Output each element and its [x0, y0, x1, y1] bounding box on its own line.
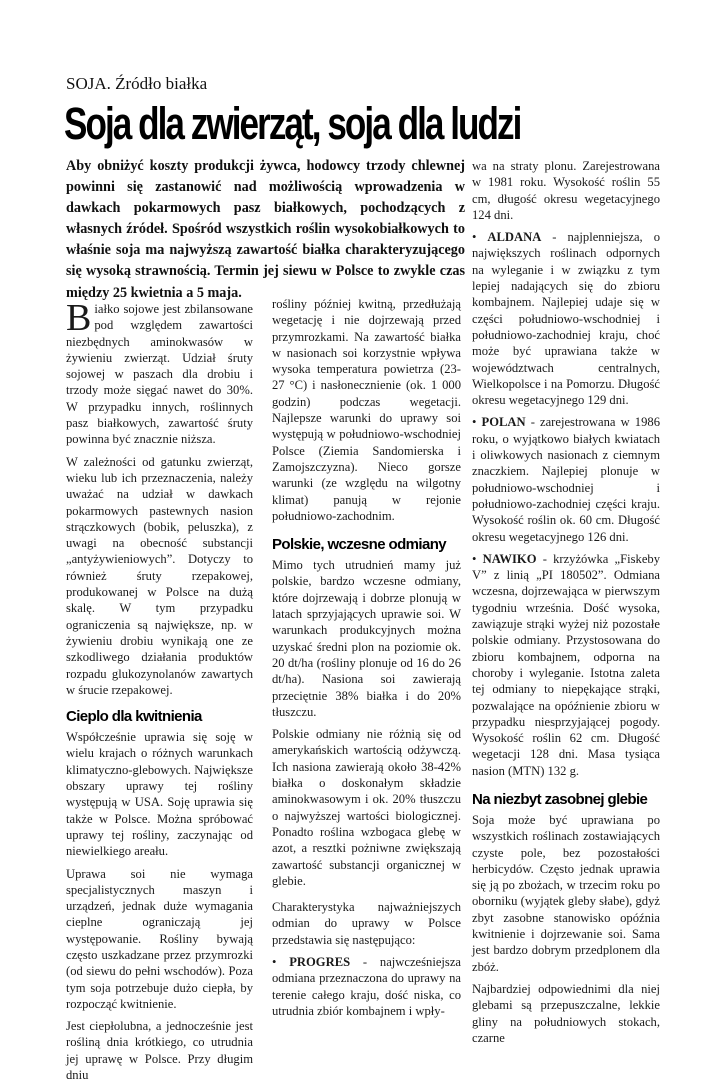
text-column-3 [472, 158, 660, 1052]
paragraph: Polskie odmiany nie różnią się od amerykańskich wartością odżywczą. Ich nasiona zawierają około 38-42% białka o doskonałym składzie aminokwasowym i ok. 20% tłuszczu o najwyższej wartości biologicznej. Ponadto roślina wzbogaca glebę w azot, a resztki pożniwne zwiększają zawartość substancji organicznej w glebie. [272, 727, 461, 888]
paragraph [66, 297, 253, 448]
paragraph: W zależności od gatunku zwierząt, wieku lub ich przeznaczenia, należy uważać na udział w dawkach pokarmowych pastewnych nasion strączkowych (bobik, peluszka), z uwagi na obecność substancji „antyżywieniowych”. Dotyczy to również śruty rzepakowej, produkowanej w Polsce na dużą skalę. W tym przypadku ograniczenia są największe, np. w żywieniu drobiu wynikają one ze szkodliwego działania produktów rozpadu glukozynolanów zawartych w śrucie rzepakowej. [66, 454, 253, 697]
paragraph: Współcześnie uprawia się soję w wielu krajach o różnych warunkach klimatyczno-glebowych. Największe obszary uprawy tej rośliny występują w USA. Soję uprawia się także w Polsce. Można spróbować uprawy tej rośliny, zaczynając od niewielkiego areału. [66, 730, 253, 859]
variety-description: - krzyżówka „Fiskeby V” z linią „PI 180502”. Odmiana wczesna, dojrzewająca w pierwszym tygodniu września. Dość wysoka, zawiązuje strąki wyżej niż pozostałe polskie odmiany. Przystosowana do zbioru kombajnem, odporna na choroby i wyleganie. Istotna zaleta tej odmiany to niepękające strąki, pozwalające na opóźnienie zbioru w przypadku niesprzyjającej pogody. Wysokość roślin 62 cm. Długość wegetacji 128 dni. Masa tysiąca nasion (MTN) 132 g. [472, 551, 660, 778]
variety-name: NAWIKO [482, 551, 537, 566]
section-heading: Cieplo dla kwitnienia [66, 708, 202, 726]
drop-cap: B [66, 297, 92, 339]
variety-description: - najplenniejsza, o największych roślinach odpornych na wyleganie i w związku z tym lepiej nadających się do zbioru kombajnem. Najlepiej udaje się w części południowo-wschodniej i południowo-zachodniej kraju, choć może być uprawiana także w województwach centralnych, Wielkopolsce i na Pomorzu. Długość okresu wegetacyjnego 129 dni. [472, 230, 660, 408]
text-column-1 [66, 297, 253, 1089]
variety-progres: • PROGRES - najwcześniejsza odmiana przeznaczona do uprawy na terenie całego kraju, dość niska, co utrudnia zbiór kombajnem i wpły- [272, 954, 462, 1018]
paragraph-text: iałko sojowe jest zbilansowane pod względem zawartości niezbędnych aminokwasów w żywieniu zwierząt. Udział śruty sojowej w paszach dla drobiu i trzody może sięgać nawet do 30%. W przypadku innych, roślinnych pasz białkowych, zawartość śruty powinna być znacznie niższa. [66, 302, 253, 447]
article-title: Soja dla zwierząt, soja dla ludzi [64, 98, 521, 149]
variety-name: PROGRES [289, 954, 351, 969]
article-lead: Aby obniżyć koszty produkcji żywca, hodowcy trzody chlewnej powinni się zastanowić nad możliwością wprowadzenia w dawkach pokarmowych pasz białkowych, pochodzących z własnych źródeł. Spośród wszystkich roślin wysokobiałkowych to właśnie soja ma najwyższą zawartość białka charakteryzującego się wysoką strawnością. Termin jej siewu w Polsce to zwykle czas między 25 kwietnia a 5 maja. [66, 158, 465, 301]
text-column-2 [272, 296, 461, 1025]
variety-description: - zarejestrowana w 1986 roku, o wyjątkowo białych kwiatach i oliwkowych nasionach z ciemnym znaczkiem. Najlepiej plonuje w południowo-wschodniej i południowo-zachodniej części kraju. Wysokość roślin ok. 60 cm. Długość okresu wegetacyjnego 126 dni. [472, 415, 660, 544]
section-kicker: SOJA. Źródło białka [66, 74, 208, 93]
paragraph: Uprawa soi nie wymaga specjalistycznych maszyn i urządzeń, jednak duże wymagania cieplne ograniczają jej występowanie. Rośliny bywają często uszkadzane przez przymrozki (od siewu do pełni wschodów). Poza tym soja potrzebuje dużo ciepła, by rozpocząć kwitnienie. [66, 866, 253, 1011]
variety-nawiko: • NAWIKO - krzyżówka „Fiskeby V” z linią „PI 180502”. Odmiana wczesna, dojrzewająca w pierwszym tygodniu września. Dość wysoka, zawiązuje strąki wyżej niż pozostałe polskie odmiany. Przystosowana do zbioru kombajnem, odporna na choroby i wyleganie. Istotna zaleta tej odmiany to niepękające strąki, pozwalające na opóźnienie zbioru w przypadku niesprzyjającej pogody. Wysokość roślin 62 cm. Długość wegetacji 128 dni. Masa tysiąca nasion (MTN) 132 g. [472, 551, 660, 778]
variety-polan: • POLAN - zarejestrowana w 1986 roku, o wyjątkowo białych kwiatach i oliwkowych nasionach z ciemnym znaczkiem. Najlepiej plonuje w południowo-wschodniej i południowo-zachodniej części kraju. Wysokość roślin ok. 60 cm. Długość okresu wegetacyjnego 126 dni. [472, 415, 660, 544]
paragraph: Najbardziej odpowiednimi dla niej glebami są przepuszczalne, lekkie gliny na południowych stokach, czarne [472, 981, 660, 1045]
paragraph: Jest ciepłolubna, a jednocześnie jest rośliną dnia krótkiego, co utrudnia jej uprawę w Polsce. Przy długim dniu [66, 1019, 253, 1083]
variety-name: POLAN [481, 415, 526, 430]
variety-aldana: • ALDANA - najplenniejsza, o największych roślinach odpornych na wyleganie i w związku z tym lepiej nadających się do zbioru kombajnem. Najlepiej udaje się w części południowo-wschodniej i południowo-zachodniej kraju, choć może być uprawiana także w województwach centralnych, Wielkopolsce i na Pomorzu. Długość okresu wegetacyjnego 129 dni. [472, 230, 660, 408]
paragraph: rośliny później kwitną, przedłużają wegetację i nie dojrzewają przed przymrozkami. Na zawartość białka w nasionach soi korzystnie wpływa wysoka temperatura powietrza (23-27 °C) i nasłonecznienie (ok. 1 000 godzin) podczas wegetacji. Najlepsze warunki do uprawy soi występują w południowo-wschodniej Polsce (Ziemia Sandomierska i Zamojszczyzna). Nieco gorsze warunki (ze względu na wilgotny klimat) panują w rejonie południowo-zachodnim. [272, 297, 461, 523]
paragraph: Charakterystyka najważniejszych odmian do uprawy w Polsce przedstawia się następująco: [272, 900, 461, 947]
variety-name: ALDANA [487, 230, 542, 245]
section-heading: Polskie, wczesne odmiany [272, 536, 447, 554]
variety-description: - najwcześniejsza odmiana przeznaczona do uprawy na terenie całego kraju, dość niska, co utrudnia zbiór kombajnem i wpły- [272, 954, 462, 1018]
paragraph: Mimo tych utrudnień mamy już polskie, bardzo wczesne odmiany, które dojrzewają i dobrze plonują w latach sprzyjających uprawie soi. W warunkach produkcyjnych można uzyskać średni plon na poziomie ok. 20 dt/ha (rośliny plonuje od 16 do 26 dt/ha). Nasiona soi zawierają przeciętnie 38% białka i do 20% tłuszczu. [272, 558, 461, 719]
paragraph: wa na straty plonu. Zarejestrowana w 1981 roku. Wysokość roślin 55 cm, długość okresu wegetacyjnego 124 dni. [472, 159, 660, 222]
paragraph: Soja może być uprawiana po wszystkich roślinach zostawiających czyste pole, bez pozostałości herbicydów. Często jednak uprawia się ją po zbożach, w trzecim roku po oborniku (wyjątek gleby słabe), gdyż zbyt zasobne stanowisko opóźnia kwitnienie i dojrzewanie soi. Sama jest bardzo dobrym przedplonem dla zbóż. [472, 812, 660, 974]
section-heading: Na niezbyt zasobnej glebie [472, 790, 648, 808]
